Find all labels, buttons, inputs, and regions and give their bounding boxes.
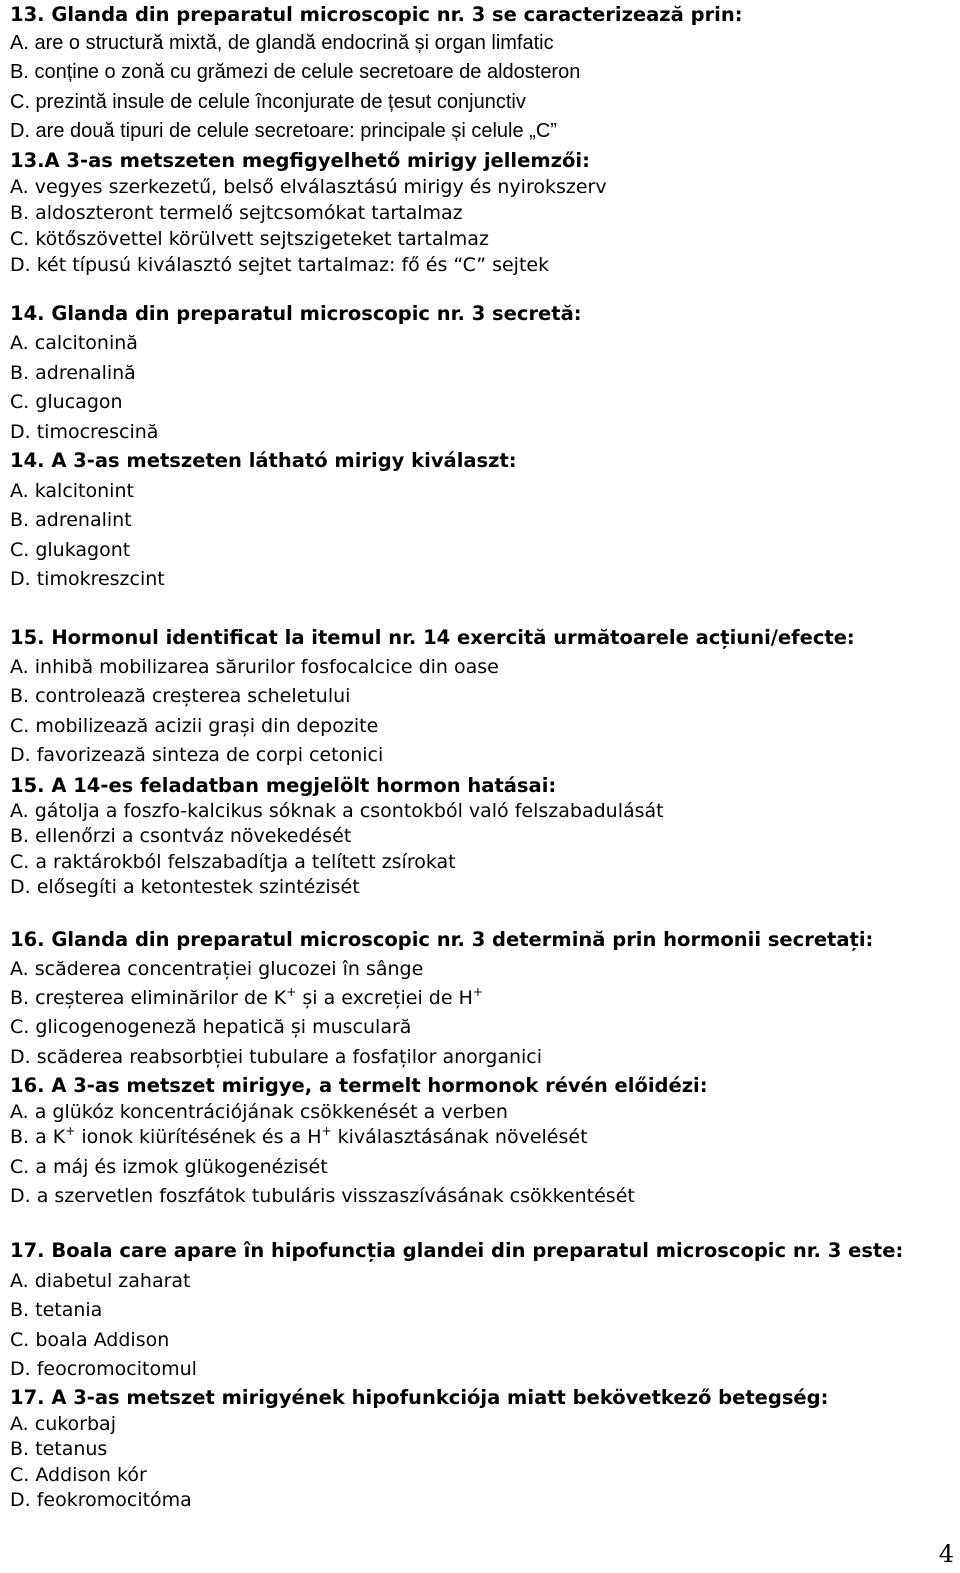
question-title: 13. Glanda din preparatul microscopic nr. 3 se caracterizează prin:	[10, 3, 743, 26]
page-number: 4	[938, 1540, 954, 1568]
answer-option: A. are o structură mixtă, de glandă endocrină și organ limfatic	[10, 32, 554, 54]
answer-option: A. diabetul zaharat	[10, 1270, 191, 1292]
answer-option: B. ellenőrzi a csontváz növekedését	[10, 825, 352, 847]
answer-option: D. timokreszcint	[10, 568, 165, 590]
question-title: 17. Boala care apare în hipofuncția glandei din preparatul microscopic nr. 3 este:	[10, 1239, 904, 1262]
answer-option: D. elősegíti a ketontestek szintézisét	[10, 876, 360, 898]
question-title: 17. A 3-as metszet mirigyének hipofunkciója miatt bekövetkező betegség:	[10, 1386, 829, 1409]
answer-option: A. calcitonină	[10, 332, 138, 354]
answer-option: A. kalcitonint	[10, 480, 134, 502]
answer-option: A. scăderea concentrației glucozei în sânge	[10, 958, 424, 980]
answer-option: C. glukagont	[10, 539, 131, 561]
question-title: 16. Glanda din preparatul microscopic nr. 3 determină prin hormonii secretați:	[10, 928, 874, 951]
answer-option: D. favorizează sinteza de corpi cetonici	[10, 744, 384, 766]
answer-option: C. Addison kór	[10, 1464, 147, 1486]
answer-option: A. a glükóz koncentrációjának csökkenését a verben	[10, 1101, 508, 1123]
answer-option: B. adrenalint	[10, 509, 132, 531]
answer-option: C. mobilizează acizii grași din depozite	[10, 715, 379, 737]
answer-option: B. creșterea eliminărilor de K+ și a excreției de H+	[10, 985, 483, 1009]
question-title: 15. Hormonul identificat la itemul nr. 14 exercită următoarele acțiuni/efecte:	[10, 626, 855, 649]
question-title: 14. Glanda din preparatul microscopic nr. 3 secretă:	[10, 302, 582, 325]
answer-option: D. feokromocitóma	[10, 1489, 192, 1511]
answer-option: A. vegyes szerkezetű, belső elválasztású mirigy és nyirokszerv	[10, 176, 607, 198]
question-title: 15. A 14-es feladatban megjelölt hormon hatásai:	[10, 774, 557, 797]
answer-option: B. a K+ ionok kiürítésének és a H+ kiválasztásának növelését	[10, 1124, 588, 1148]
answer-option: A. gátolja a foszfo-kalcikus sóknak a csontokból való felszabadulását	[10, 800, 664, 822]
answer-option: C. boala Addison	[10, 1329, 170, 1351]
answer-option: D. scăderea reabsorbției tubulare a fosfaților anorganici	[10, 1046, 543, 1068]
answer-option: B. controlează creșterea scheletului	[10, 685, 351, 707]
answer-option: A. cukorbaj	[10, 1413, 116, 1435]
question-title: 16. A 3-as metszet mirigye, a termelt hormonok révén előidézi:	[10, 1074, 708, 1097]
answer-option: C. glucagon	[10, 391, 123, 413]
answer-option: B. conține o zonă cu grămezi de celule secretoare de aldosteron	[10, 61, 581, 83]
answer-option: D. timocrescină	[10, 421, 159, 443]
answer-option: A. inhibă mobilizarea sărurilor fosfocalcice din oase	[10, 656, 499, 678]
answer-option: C. a raktárokból felszabadítja a telített zsírokat	[10, 851, 456, 873]
answer-option: D. are două tipuri de celule secretoare: principale și celule „C”	[10, 120, 557, 142]
answer-option: C. a máj és izmok glükogenézisét	[10, 1156, 328, 1178]
question-title: 13.A 3-as metszeten megfigyelhető mirigy jellemzői:	[10, 149, 590, 172]
answer-option: B. tetania	[10, 1299, 103, 1321]
answer-option: D. két típusú kiválasztó sejtet tartalmaz: fő és “C” sejtek	[10, 254, 550, 276]
answer-option: B. tetanus	[10, 1438, 108, 1460]
answer-option: C. kötőszövettel körülvett sejtszigeteket tartalmaz	[10, 228, 489, 250]
answer-option: C. prezintă insule de celule înconjurate de țesut conjunctiv	[10, 91, 526, 113]
answer-option: D. a szervetlen foszfátok tubuláris visszaszívásának csökkentését	[10, 1185, 635, 1207]
answer-option: D. feocromocitomul	[10, 1358, 197, 1380]
question-title: 14. A 3-as metszeten látható mirigy kiválaszt:	[10, 449, 517, 472]
answer-option: B. aldoszteront termelő sejtcsomókat tartalmaz	[10, 202, 463, 224]
answer-option: B. adrenalină	[10, 362, 136, 384]
answer-option: C. glicogenogeneză hepatică și musculară	[10, 1016, 412, 1038]
